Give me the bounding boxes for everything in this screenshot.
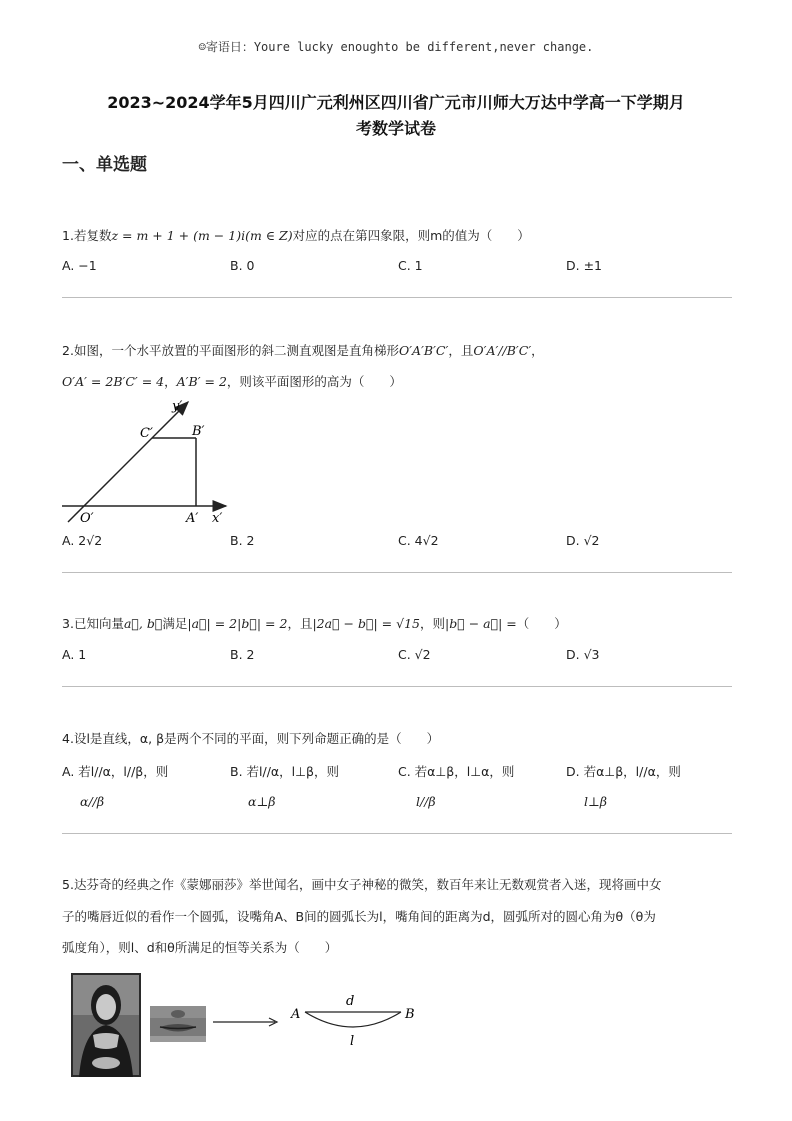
lips-closeup-image — [150, 1006, 206, 1042]
label-b: B — [405, 1007, 415, 1022]
label-d: d — [346, 994, 355, 1009]
question-2-text: 2.如图，一个水平放置的平面图形的斜二测直观图是直角梯形O′A′B′C′，且O′A′//B′C′， — [62, 343, 544, 358]
question-1-text: 1.若复数z = m + 1 + (m − 1)i(m ∈ Z)对应的点在第四象限，则m的值为（ ） — [62, 228, 530, 243]
q2-option-d[interactable]: D. √2 — [566, 533, 600, 548]
q3-option-d[interactable]: D. √3 — [566, 647, 600, 662]
divider — [62, 833, 732, 834]
label-a: A′ — [186, 511, 199, 526]
q4-option-c-conclusion: l//β — [416, 794, 436, 809]
question-3-text: 3.已知向量a⃗, b⃗满足|a⃗| = 2|b⃗| = 2，且|2a⃗ − b⃗| = √15，则|b⃗ − a⃗| =（ ） — [62, 616, 567, 631]
page-title-line2: 考数学试卷 — [355, 119, 436, 138]
arc-diagram — [287, 990, 419, 1048]
divider — [62, 686, 732, 687]
label-o: O′ — [80, 511, 94, 526]
divider — [62, 572, 732, 573]
question-2-text-line2: O′A′ = 2B′C′ = 4，A′B′ = 2，则该平面图形的高为（ ） — [62, 374, 402, 389]
q4-option-a-conclusion: α//β — [80, 794, 105, 809]
divider — [62, 297, 732, 298]
q2-option-c[interactable]: C. 4√2 — [398, 533, 439, 548]
label-b: B′ — [192, 424, 205, 439]
y-axis — [68, 402, 188, 522]
label-c: C′ — [140, 426, 153, 441]
label-a: A — [291, 1007, 301, 1022]
label-y: y′ — [172, 399, 183, 414]
q4-option-c[interactable]: C. 若α⊥β，l⊥α，则 — [398, 764, 515, 779]
q3-option-c[interactable]: C. √2 — [398, 647, 431, 662]
q1-option-a[interactable]: A. −1 — [62, 258, 97, 273]
q1-option-c[interactable]: C. 1 — [398, 258, 423, 273]
question-5-text-line2: 子的嘴唇近似的看作一个圆弧，设嘴角A、B间的圆弧长为l，嘴角间的距离为d，圆弧所对的圆心角为θ（θ为 — [62, 909, 656, 924]
section-heading: 一、单选题 — [62, 155, 147, 175]
arrow-icon — [213, 1016, 279, 1028]
q1-option-d[interactable]: D. ±1 — [566, 258, 602, 273]
q3-option-b[interactable]: B. 2 — [230, 647, 255, 662]
question-5-text-line3: 弧度角），则l、d和θ所满足的恒等关系为（ ） — [62, 940, 338, 955]
q4-option-b-conclusion: α⊥β — [248, 794, 276, 809]
question-5-text-line1: 5.达芬奇的经典之作《蒙娜丽莎》举世闻名，画中女子神秘的微笑，数百年来让无数观赏者入迷，现将画中女 — [62, 877, 662, 892]
label-x: x′ — [212, 511, 223, 526]
q2-option-a[interactable]: A. 2√2 — [62, 533, 103, 548]
q3-option-a[interactable]: A. 1 — [62, 647, 87, 662]
page-title-line1: 2023~2024学年5月四川广元利州区四川省广元市川师大万达中学高一下学期月 — [107, 93, 685, 112]
trapezoid-figure — [60, 392, 240, 528]
arc-l — [305, 1012, 401, 1027]
question-4-text: 4.设l是直线，α, β是两个不同的平面，则下列命题正确的是（ ） — [62, 731, 440, 746]
label-l: l — [350, 1034, 355, 1048]
mona-lisa-image — [71, 973, 141, 1077]
q2-option-b[interactable]: B. 2 — [230, 533, 255, 548]
q4-option-b[interactable]: B. 若l//α，l⊥β，则 — [230, 764, 339, 779]
q4-option-d[interactable]: D. 若α⊥β，l//α，则 — [566, 764, 681, 779]
q1-option-b[interactable]: B. 0 — [230, 258, 255, 273]
q4-option-d-conclusion: l⊥β — [584, 794, 607, 809]
q4-option-a[interactable]: A. 若l//α，l//β，则 — [62, 764, 169, 779]
header-quote: ☺寄语日：Youre lucky enoughto be different,never change. — [198, 40, 594, 54]
